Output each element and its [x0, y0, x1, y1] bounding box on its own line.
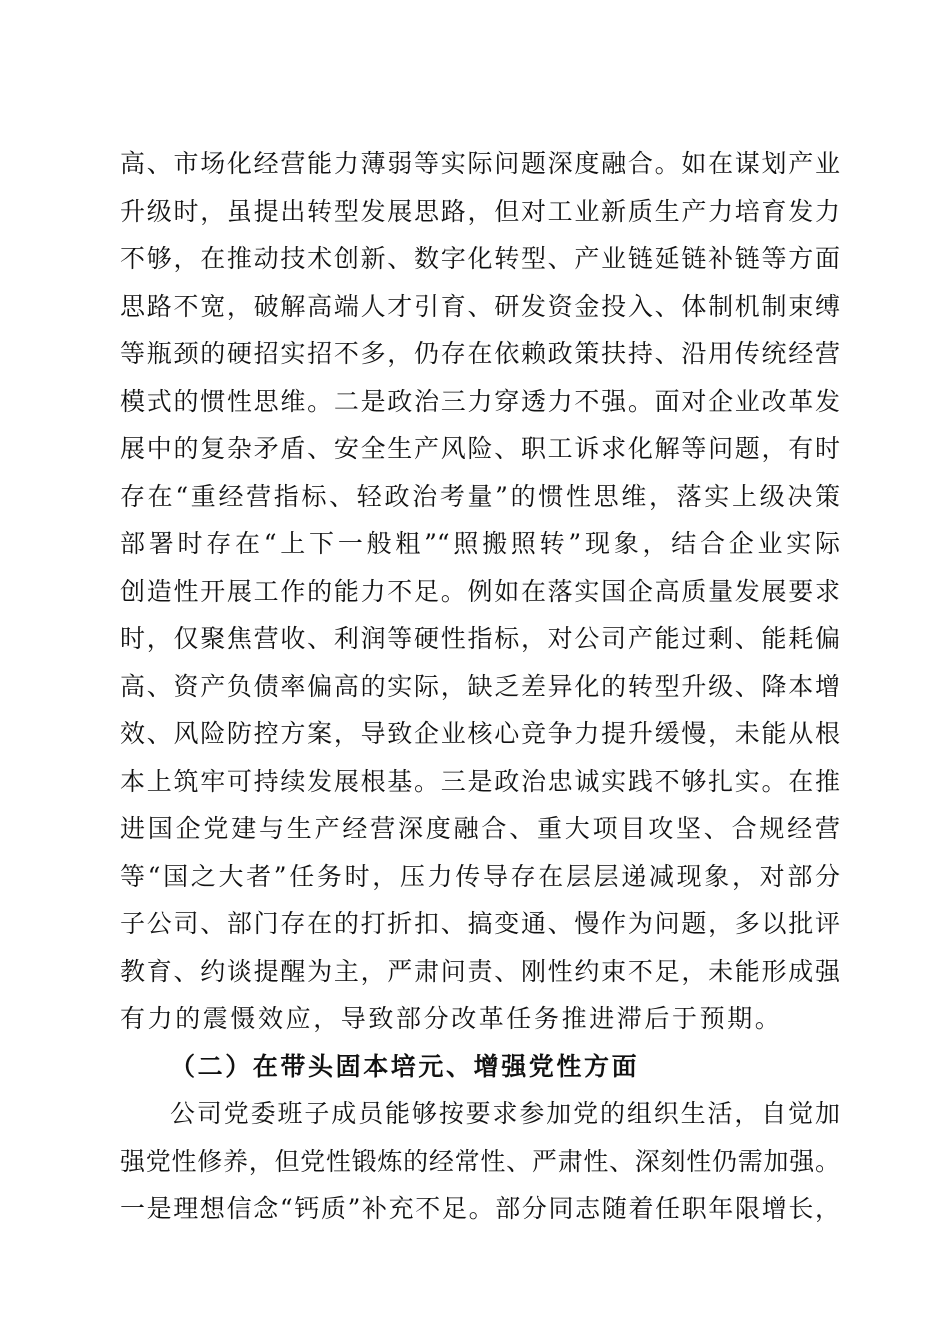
body-line-last: 有力的震慑效应，导致部分改革任务推进滞后于预期。: [120, 1004, 783, 1033]
body-line: 高、市场化经营能力薄弱等实际问题深度融合。如在谋划产业: [120, 149, 840, 178]
body-line: 教育、约谈提醒为主，严肃问责、刚性约束不足，未能形成强: [120, 956, 840, 986]
body-line: 强党性修养，但党性锻炼的经常性、严肃性、深刻性仍需加强。: [120, 1146, 840, 1176]
body-line: 等“国之大者”任务时，压力传导存在层层递减现象，对部分: [120, 861, 840, 891]
body-line-first: 公司党委班子成员能够按要求参加党的组织生活，自觉加: [170, 1099, 840, 1128]
body-line: 一是理想信念“钙质”补充不足。部分同志随着任职年限增长，: [120, 1194, 840, 1223]
body-line: 部署时存在“上下一般粗”“照搬照转”现象，结合企业实际: [120, 529, 840, 558]
body-line: 创造性开展工作的能力不足。例如在落实国企高质量发展要求: [120, 576, 840, 606]
body-line: 效、风险防控方案，导致企业核心竞争力提升缓慢，未能从根: [120, 719, 840, 748]
document-body: [120, 140, 840, 1233]
body-line: 模式的惯性思维。二是政治三力穿透力不强。面对企业改革发: [120, 386, 840, 416]
body-line: 不够，在推动技术创新、数字化转型、产业链延链补链等方面: [120, 244, 840, 273]
body-line: 存在“重经营指标、轻政治考量”的惯性思维，落实上级决策: [120, 481, 840, 511]
body-line: 思路不宽，破解高端人才引育、研发资金投入、体制机制束缚: [120, 291, 840, 321]
body-line: 展中的复杂矛盾、安全生产风险、职工诉求化解等问题，有时: [120, 434, 840, 463]
body-line: 本上筑牢可持续发展根基。三是政治忠诚实践不够扎实。在推: [120, 766, 840, 796]
body-line: 等瓶颈的硬招实招不多，仍存在依赖政策扶持、沿用传统经营: [120, 339, 840, 368]
body-line: 子公司、部门存在的打折扣、搞变通、慢作为问题，多以批评: [120, 909, 840, 938]
body-line: 时，仅聚焦营收、利润等硬性指标，对公司产能过剩、能耗偏: [120, 624, 840, 653]
body-line: 进国企党建与生产经营深度融合、重大项目攻坚、合规经营: [120, 814, 840, 843]
section-heading: （二）在带头固本培元、增强党性方面: [170, 1051, 640, 1081]
body-line: 升级时，虽提出转型发展思路，但对工业新质生产力培育发力: [120, 196, 840, 226]
body-line: 高、资产负债率偏高的实际，缺乏差异化的转型升级、降本增: [120, 671, 840, 701]
